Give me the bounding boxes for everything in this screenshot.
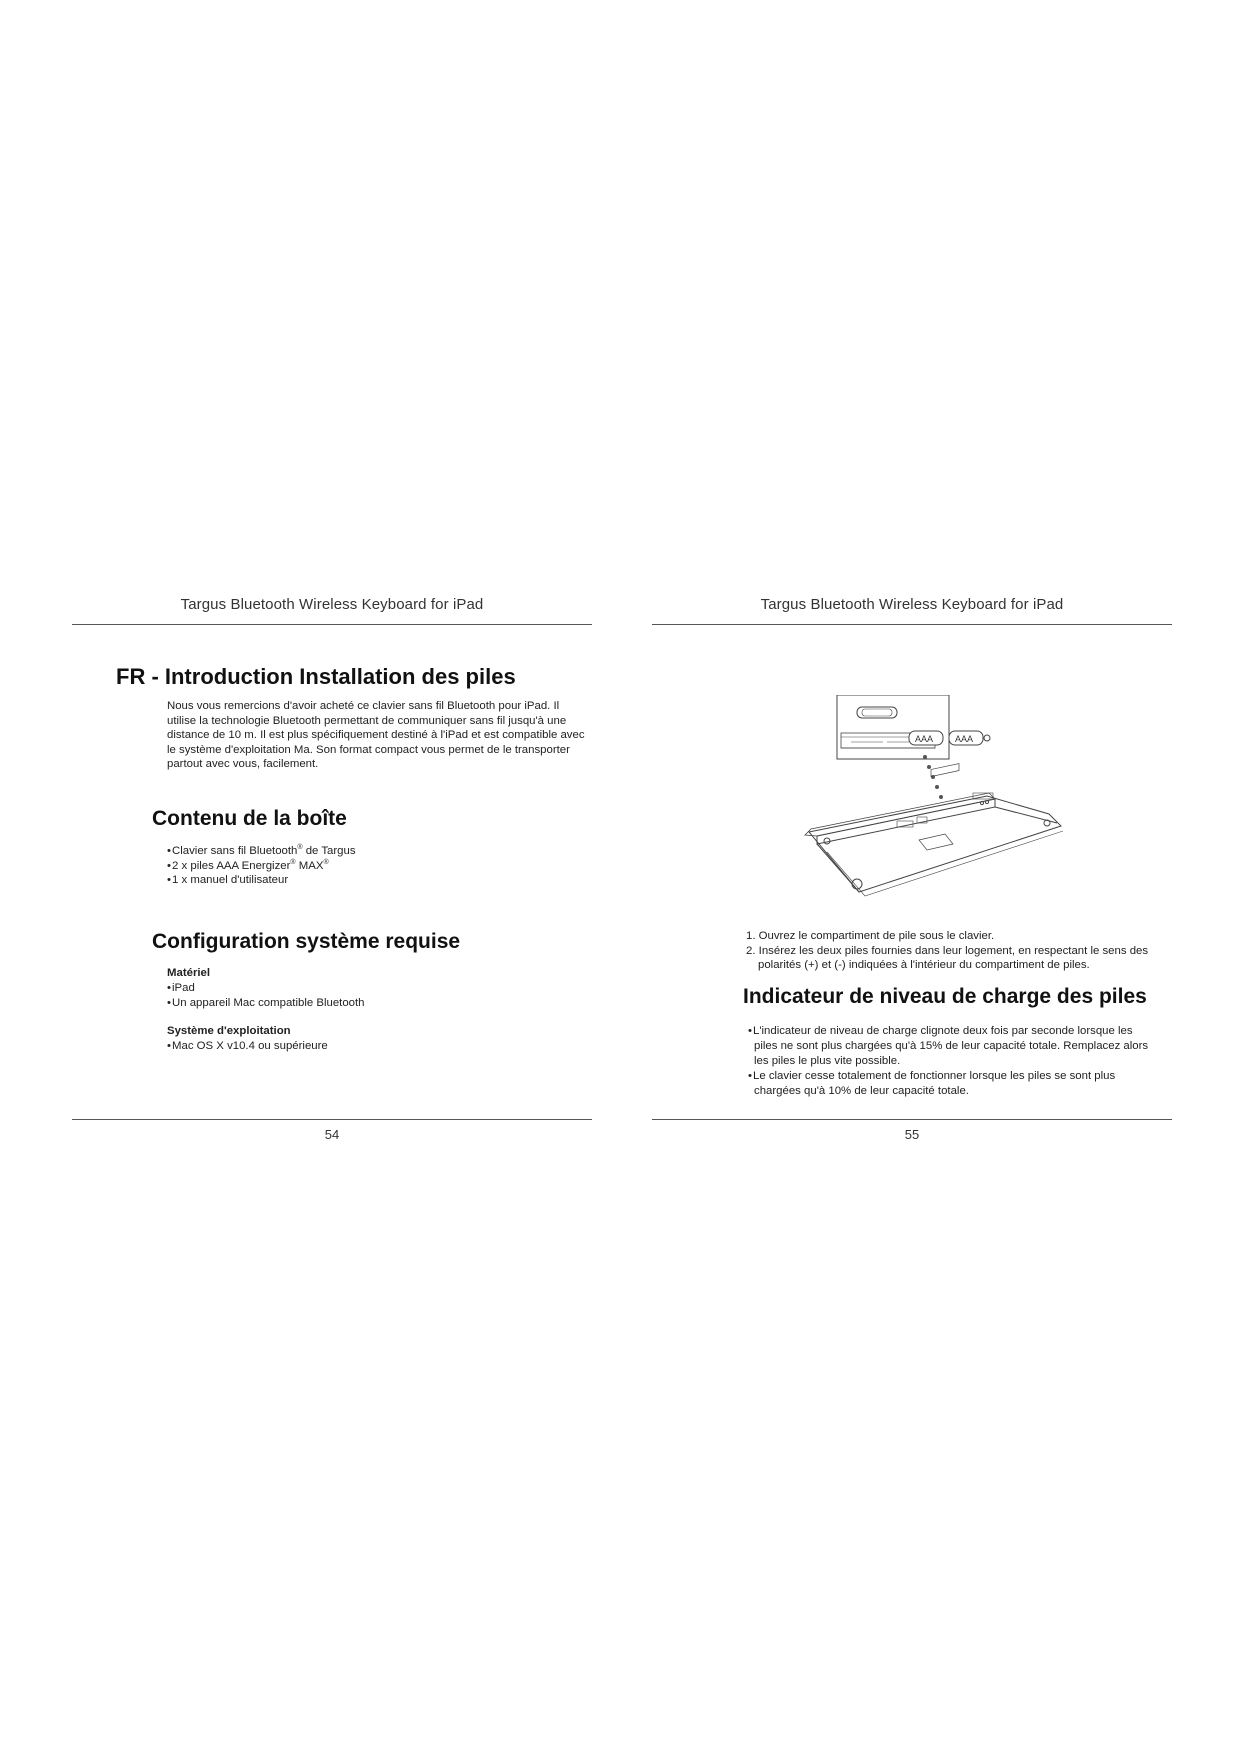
list-item: • Un appareil Mac compatible Bluetooth [167, 996, 364, 1011]
header-rule [652, 624, 1172, 625]
page-number: 55 [904, 1127, 920, 1142]
svg-text:AAA: AAA [955, 734, 974, 744]
keyboard-icon [805, 764, 1063, 896]
list-item: • L'indicateur de niveau de charge clignote deux fois par seconde lorsque les piles ne sont plus chargées qu'à 15% de leur capacité totale. Remplacez alors les piles le plus vite possible. [746, 1024, 1156, 1069]
list-item: • Mac OS X v10.4 ou supérieure [167, 1039, 328, 1054]
footer-rule [72, 1119, 592, 1120]
keyboard-battery-illustration [797, 695, 1067, 905]
list-item: • iPad [167, 981, 364, 996]
box-contents-list [167, 844, 356, 888]
os-label: Système d'exploitation [167, 1025, 291, 1037]
os-list [167, 1039, 328, 1054]
page-number: 54 [324, 1127, 340, 1142]
requirements-heading: Configuration système requise [152, 930, 461, 953]
list-item: • 2 x piles AAA Energizer® MAX® [167, 859, 356, 874]
battery-icon [909, 731, 943, 745]
box-contents-heading: Contenu de la boîte [152, 807, 347, 830]
page-title: FR - Introduction Installation des piles [116, 664, 516, 689]
intro-paragraph: Nous vous remercions d'avoir acheté ce clavier sans fil Bluetooth pour iPad. Il utilise la technologie Bluetooth permettant de communiquer sans fil jusqu'à une distance de 10 m. Il est plus spécifiquement destiné à l'iPad et est compatible avec le système d'exploitation Ma. Son format compact vous permet de le transporter partout avec vous, facilement. [167, 700, 585, 771]
footer-rule [652, 1119, 1172, 1120]
battery-icon [949, 731, 990, 745]
left-page [72, 580, 592, 1160]
running-header: Targus Bluetooth Wireless Keyboard for iPad [180, 596, 484, 613]
battery-indicator-list [746, 1024, 1156, 1099]
list-item: • 1 x manuel d'utilisateur [167, 873, 356, 888]
header-rule [72, 624, 592, 625]
list-item: 2. Insérez les deux piles fournies dans leur logement, en respectant le sens des polarités (+) et (-) indiquées à l'intérieur du compartiment de piles. [746, 944, 1149, 972]
list-item: • Le clavier cesse totalement de fonctionner lorsque les piles se sont plus chargées qu'à 10% de leur capacité totale. [746, 1069, 1156, 1099]
dotted-leader [923, 755, 943, 799]
list-item: 1. Ouvrez le compartiment de pile sous le clavier. [746, 930, 995, 942]
battery-indicator-heading: Indicateur de niveau de charge des piles [743, 985, 1147, 1008]
hardware-label: Matériel [167, 967, 211, 979]
hardware-list [167, 981, 364, 1010]
battery-compartment-inset [837, 695, 949, 759]
svg-text:AAA: AAA [915, 734, 934, 744]
right-page [652, 580, 1172, 1160]
installation-steps [746, 929, 1166, 973]
list-item: • Clavier sans fil Bluetooth® de Targus [167, 844, 356, 859]
running-header: Targus Bluetooth Wireless Keyboard for iPad [760, 596, 1064, 613]
